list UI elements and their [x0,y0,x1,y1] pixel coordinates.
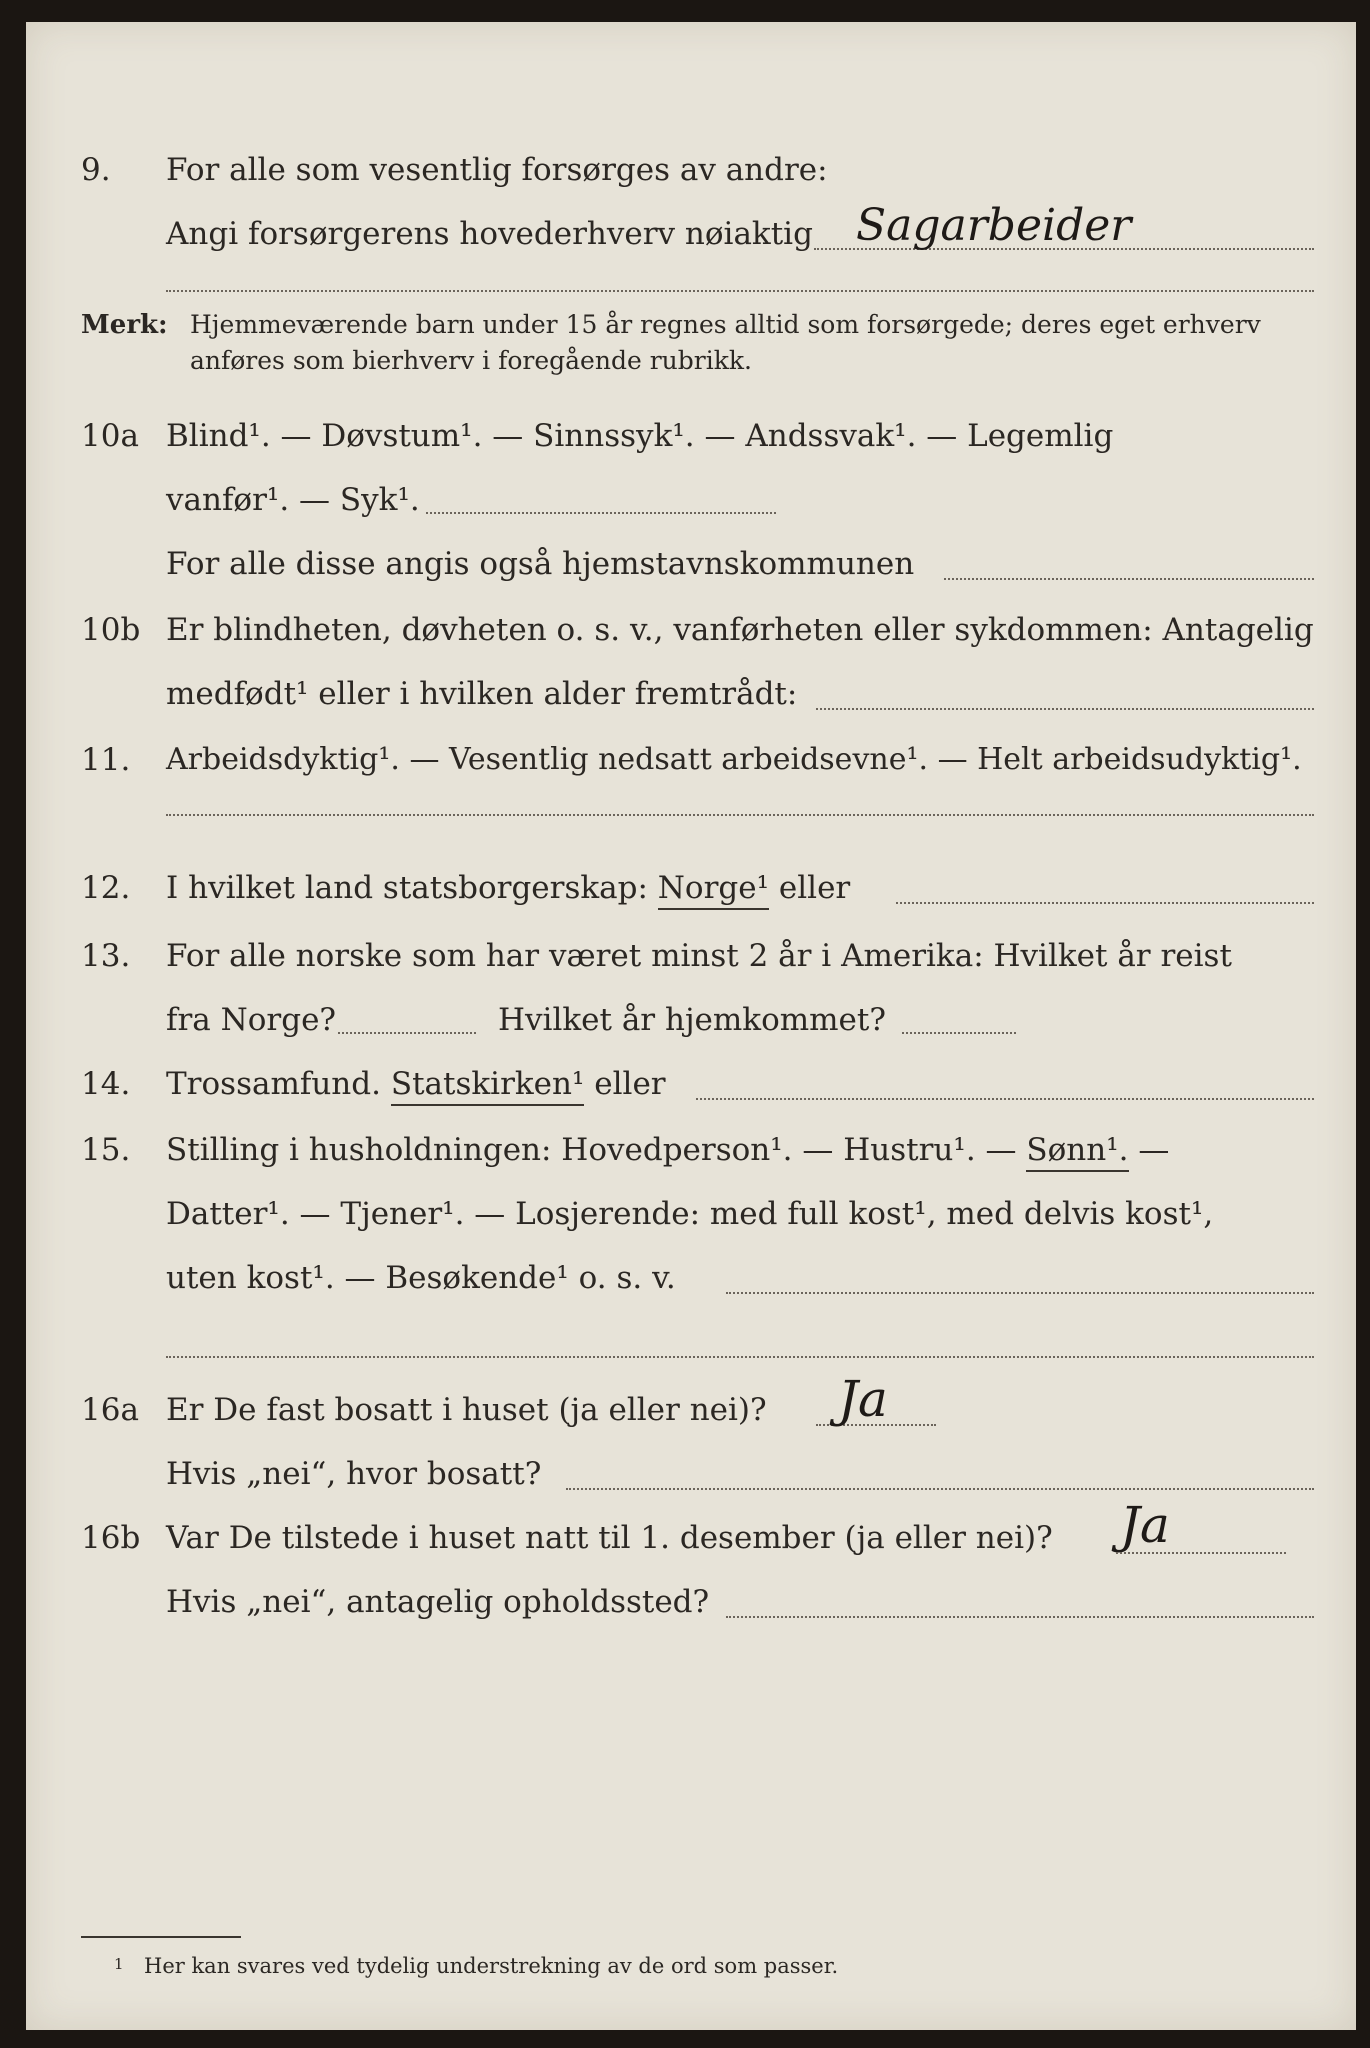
q12-answer-line [896,902,1314,904]
q10a-kommune-line [944,578,1314,580]
q10b-line1: Er blindheten, døvheten o. s. v., vanførheten eller sykdommen: Antagelig [166,612,1314,648]
q13-line2a: fra Norge? [166,1002,337,1038]
q11-number: 11. [81,742,131,778]
q15-line1 [166,1130,1169,1170]
q16a-bosatt-line [566,1488,1314,1490]
q16b-number: 16b [81,1520,141,1556]
q14-number: 14. [81,1066,131,1102]
q15-line2: Datter¹. — Tjener¹. — Losjerende: med full kost¹, med delvis kost¹, [166,1196,1214,1232]
q16b-answer-handwritten: Ja [1120,1496,1170,1554]
q10b-answer-line [816,708,1314,710]
q15-extra-line [166,1356,1314,1358]
q12-number: 12. [81,870,131,906]
q9-line2: Angi forsørgerens hovederhverv nøiaktig [166,216,813,252]
q16a-line1: Er De fast bosatt i huset (ja eller nei)? [166,1392,767,1428]
q16b-line1: Var De tilstede i huset natt til 1. desember (ja eller nei)? [166,1520,1053,1556]
footnote-text: Her kan svares ved tydelig understrekning av de ord som passer. [144,1954,839,1978]
q14-pre: Trossamfund. [166,1066,381,1102]
q14-line [166,1064,666,1104]
q13-reist-line [338,1032,476,1034]
q11-line1: Arbeidsdyktig¹. — Vesentlig nedsatt arbeidsevne¹. — Helt arbeidsudyktig¹. [166,742,1302,777]
q14-underlined: Statskirken¹ [391,1066,585,1106]
q14-answer-line [696,1098,1314,1100]
q16b-line2: Hvis „nei“, antagelig opholdssted? [166,1584,710,1620]
q15-line1-post: — [1138,1132,1170,1168]
q12-line [166,868,850,908]
q15-answer-line [726,1292,1314,1294]
q15-line1-pre: Stilling i husholdningen: Hovedperson¹. — Hustru¹. — [166,1132,1017,1168]
q15-line3: uten kost¹. — Besøkende¹ o. s. v. [166,1260,676,1296]
q12-post: eller [778,870,851,906]
q10a-line1: Blind¹. — Døvstum¹. — Sinnssyk¹. — Andssvak¹. — Legemlig [166,418,1114,454]
q13-number: 13. [81,938,131,974]
q10a-number: 10a [81,418,139,454]
footnote-mark: 1 [114,1955,124,1973]
q16a-number: 16a [81,1392,139,1428]
q16b-answer-line [1116,1552,1286,1554]
q12-underlined: Norge¹ [658,870,769,910]
merk-line2: anføres som bierhverv i foregående rubrikk. [190,346,752,375]
q13-hjem-line [902,1032,1016,1034]
q9-number: 9. [81,152,111,188]
q16a-answer-handwritten: Ja [838,1370,888,1428]
q12-pre: I hvilket land statsborgerskap: [166,870,648,906]
q10a-line3: For alle disse angis også hjemstavnskommunen [166,546,915,582]
q15-number: 15. [81,1132,131,1168]
q13-line2b: Hvilket år hjemkommet? [498,1002,886,1038]
q9-extra-line [166,290,1314,292]
q10b-line2: medfødt¹ eller i hvilken alder fremtrådt: [166,676,798,712]
merk-line1: Hjemmeværende barn under 15 år regnes alltid som forsørgede; deres eget erhverv [190,310,1261,339]
q13-line1: For alle norske som har været minst 2 år i Amerika: Hvilket år reist [166,938,1232,974]
q14-post: eller [594,1066,666,1102]
q9-answer-handwritten: Sagarbeider [856,200,1132,251]
q9-line1: For alle som vesentlig forsørges av andre: [166,152,828,188]
footnote-rule [81,1936,241,1938]
q11-answer-line [166,814,1314,816]
q16a-line2: Hvis „nei“, hvor bosatt? [166,1456,542,1492]
q15-line1-underlined: Sønn¹. [1026,1132,1128,1172]
q16b-opholdssted-line [726,1616,1314,1618]
census-form-page [26,22,1356,2030]
q10a-line2: vanfør¹. — Syk¹. [166,482,420,518]
q10a-syk-line [426,512,776,514]
q10b-number: 10b [81,612,141,648]
merk-label: Merk: [81,310,168,340]
